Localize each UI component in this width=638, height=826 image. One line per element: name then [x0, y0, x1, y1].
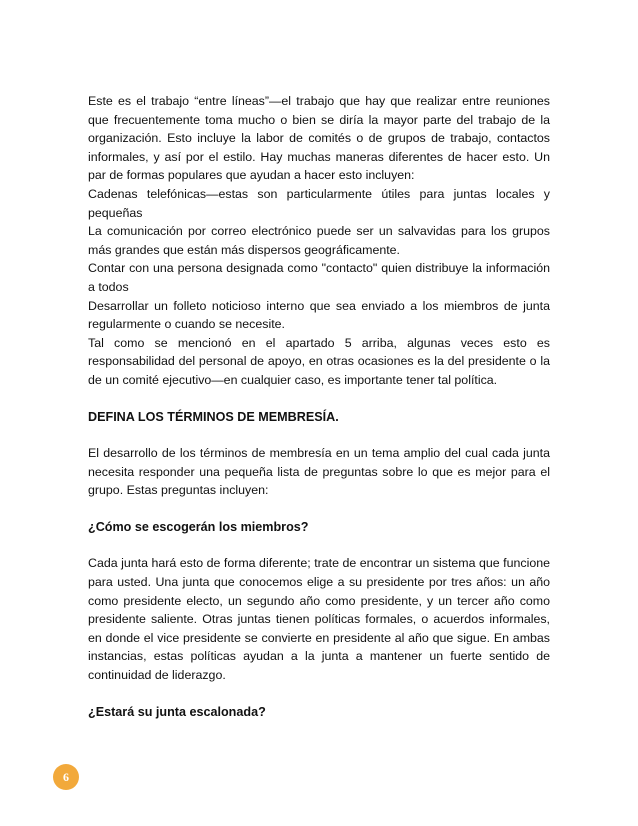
question-heading-staggered: ¿Estará su junta escalonada?	[88, 704, 266, 719]
list-item-contact-person: Contar con una persona designada como "contacto" quien distribuye la información a todos	[88, 261, 550, 294]
page-number-badge: 6	[53, 764, 79, 790]
closing-paragraph: Tal como se mencionó en el apartado 5 arriba, algunas veces esto es responsabilidad del personal de apoyo, en otras ocasiones es la del presidente o la de un comité ejecutivo—en cualquier caso, es importante tener tal política.	[88, 335, 550, 387]
section-intro-paragraph: El desarrollo de los términos de membresía en un tema amplio del cual cada junta necesita responder una pequeña lista de preguntas sobre lo que es mejor para el grupo. Estas preguntas incluyen:	[88, 446, 550, 498]
answer-paragraph-members: Cada junta hará esto de forma diferente; trate de encontrar un sistema que funcione para usted. Una junta que conocemos elige a su presidente por tres años: un año como presidente electo, un segundo año como presidente, y un tercer año como presidente saliente. Otras juntas tienen políticas formales, o acuerdos informales, en donde el vice presidente se convierte en presidente al año que sigue. En ambas instancias, estas políticas ayudan a la junta a mantener un fuerte sentido de continuidad de liderazgo.	[88, 556, 550, 683]
spacer	[88, 390, 550, 408]
list-item-phone-chains: Cadenas telefónicas—estas son particularmente útiles para juntas locales y pequeñas	[88, 186, 550, 220]
list-item-newsletter: Desarrollar un folleto noticioso interno que sea enviado a los miembros de junta regularmente o cuando se necesite.	[88, 298, 550, 332]
intro-paragraph: Este es el trabajo “entre líneas”—el trabajo que hay que realizar entre reuniones que frecuentemente toma mucho o bien se diría la mayor parte del trabajo de la organización. Esto incluye la labor de comités o de grupos de trabajo, contactos informales, y así por el estilo. Hay muchas maneras diferentes de hacer esto. Un par de formas populares que ayudan a hacer esto incluyen:	[88, 94, 550, 183]
spacer	[88, 536, 550, 554]
spacer	[88, 426, 550, 444]
section-heading: DEFINA LOS TÉRMINOS DE MEMBRESÍA.	[88, 409, 339, 424]
spacer	[88, 500, 550, 518]
question-heading-members: ¿Cómo se escogerán los miembros?	[88, 519, 309, 534]
list-item-email: La comunicación por correo electrónico puede ser un salvavidas para los grupos más grandes que están más dispersos geográficamente.	[88, 224, 550, 257]
page-content	[88, 92, 550, 721]
spacer	[88, 685, 550, 703]
